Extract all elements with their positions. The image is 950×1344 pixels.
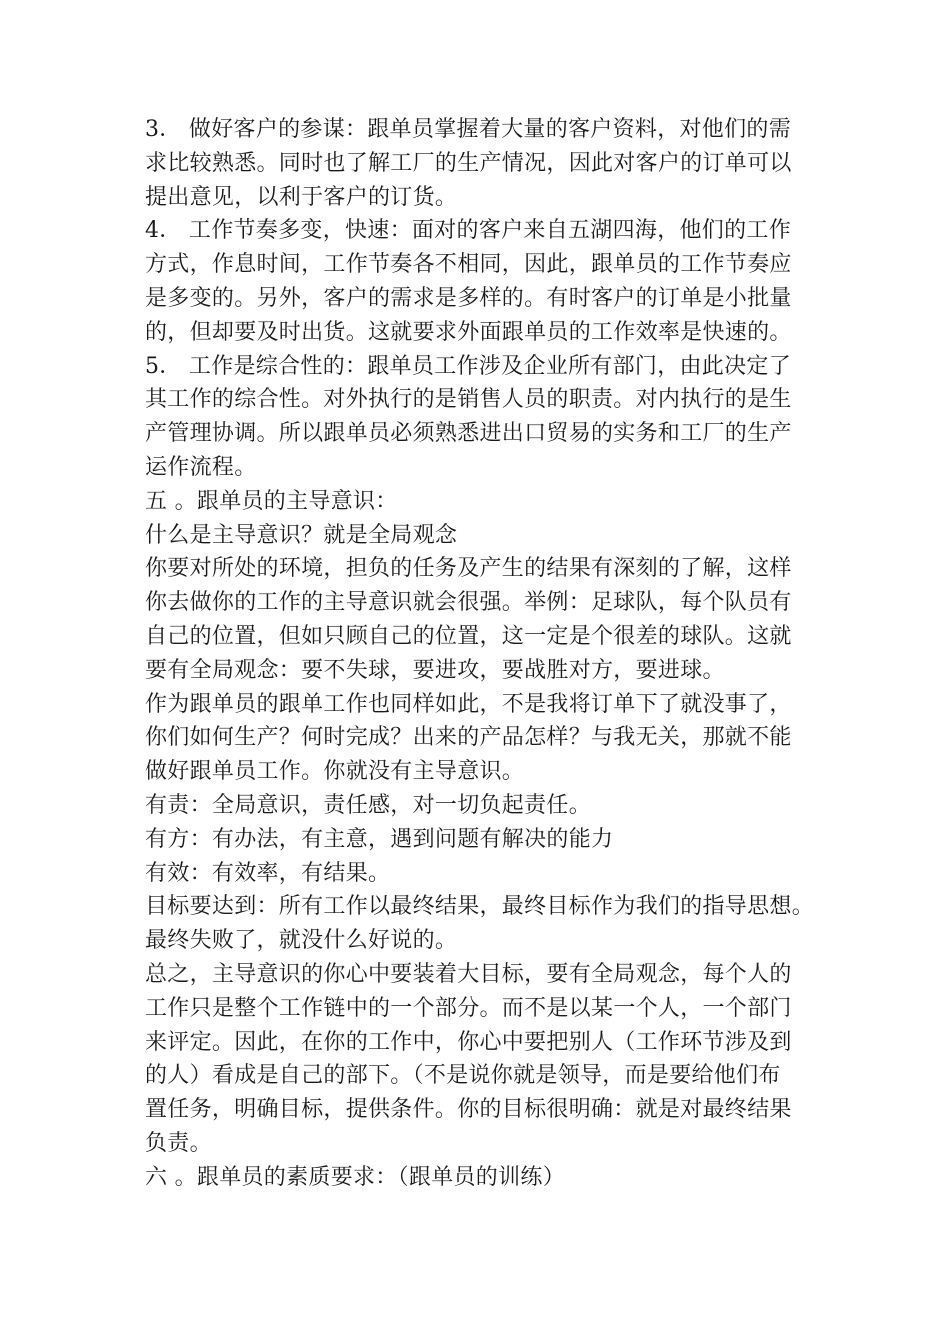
text-line: 5． 工作是综合性的：跟单员工作涉及企业所有部门，由此决定了: [145, 353, 791, 379]
text-line: 方式，作息时间，工作节奏各不相同，因此，跟单员的工作节奏应: [145, 252, 792, 278]
text-line: 作为跟单员的跟单工作也同样如此，不是我将订单下了就没事了，: [145, 691, 792, 717]
text-line: 有责：全局意识，责任感，对一切负起责任。: [145, 792, 592, 818]
text-line: 3． 做好客户的参谋：跟单员掌握着大量的客户资料，对他们的需: [145, 117, 791, 142]
text-line: 什么是主导意识？就是全局观念: [145, 522, 458, 548]
text-line: 最终失败了，就没什么好说的。: [145, 928, 458, 954]
text-line: 负责。: [145, 1130, 212, 1156]
text-line: 4． 工作节奏多变，快速：面对的客户来自五湖四海，他们的工作: [145, 218, 791, 244]
text-line: 产管理协调。所以跟单员必须熟悉进出口贸易的实务和工厂的生产: [145, 421, 792, 447]
text-line: 提出意见，以利于客户的订货。: [145, 184, 458, 210]
text-line: 有方：有办法，有主意，遇到问题有解决的能力: [145, 826, 614, 852]
text-line: 来评定。因此，在你的工作中，你心中要把别人（工作环节涉及到: [145, 1029, 792, 1055]
text-line: 你们如何生产？何时完成？出来的产品怎样？与我无关，那就不能: [145, 725, 792, 751]
text-line: 总之，主导意识的你心中要装着大目标，要有全局观念，每个人的: [145, 961, 792, 987]
section-heading: 五 。跟单员的主导意识：: [145, 488, 398, 514]
section-heading: 六 。跟单员的素质要求：（跟单员的训练）: [145, 1164, 565, 1190]
text-line: 的人）看成是自己的部下。（不是说你就是领导，而是要给他们布: [145, 1063, 781, 1089]
text-line: 做好跟单员工作。你就没有主导意识。: [145, 759, 525, 785]
document-body: [145, 113, 835, 1195]
text-line: 其工作的综合性。对外执行的是销售人员的职责。对内执行的是生: [145, 387, 792, 413]
text-line: 目标要达到：所有工作以最终结果，最终目标作为我们的指导思想。: [145, 894, 815, 920]
text-line: 你去做你的工作的主导意识就会很强。举例：足球队，每个队员有: [145, 590, 792, 616]
text-line: 要有全局观念：要不失球，要进攻，要战胜对方，要进球。: [145, 657, 725, 683]
text-line: 工作只是整个工作链中的一个部分。而不是以某一个人，一个部门: [145, 995, 792, 1021]
text-line: 求比较熟悉。同时也了解工厂的生产情况，因此对客户的订单可以: [145, 150, 792, 176]
text-line: 自己的位置，但如只顾自己的位置，这一定是个很差的球队。这就: [145, 623, 792, 649]
text-line: 是多变的。另外，客户的需求是多样的。有时客户的订单是小批量: [145, 285, 792, 311]
text-line: 的，但却要及时出货。这就要求外面跟单员的工作效率是快速的。: [145, 319, 792, 345]
text-line: 有效：有效率，有结果。: [145, 860, 391, 886]
text-line: 置任务，明确目标，提供条件。你的目标很明确：就是对最终结果: [145, 1097, 792, 1123]
text-line: 你要对所处的环境，担负的任务及产生的结果有深刻的了解，这样: [145, 556, 792, 582]
text-line: 运作流程。: [145, 454, 257, 480]
